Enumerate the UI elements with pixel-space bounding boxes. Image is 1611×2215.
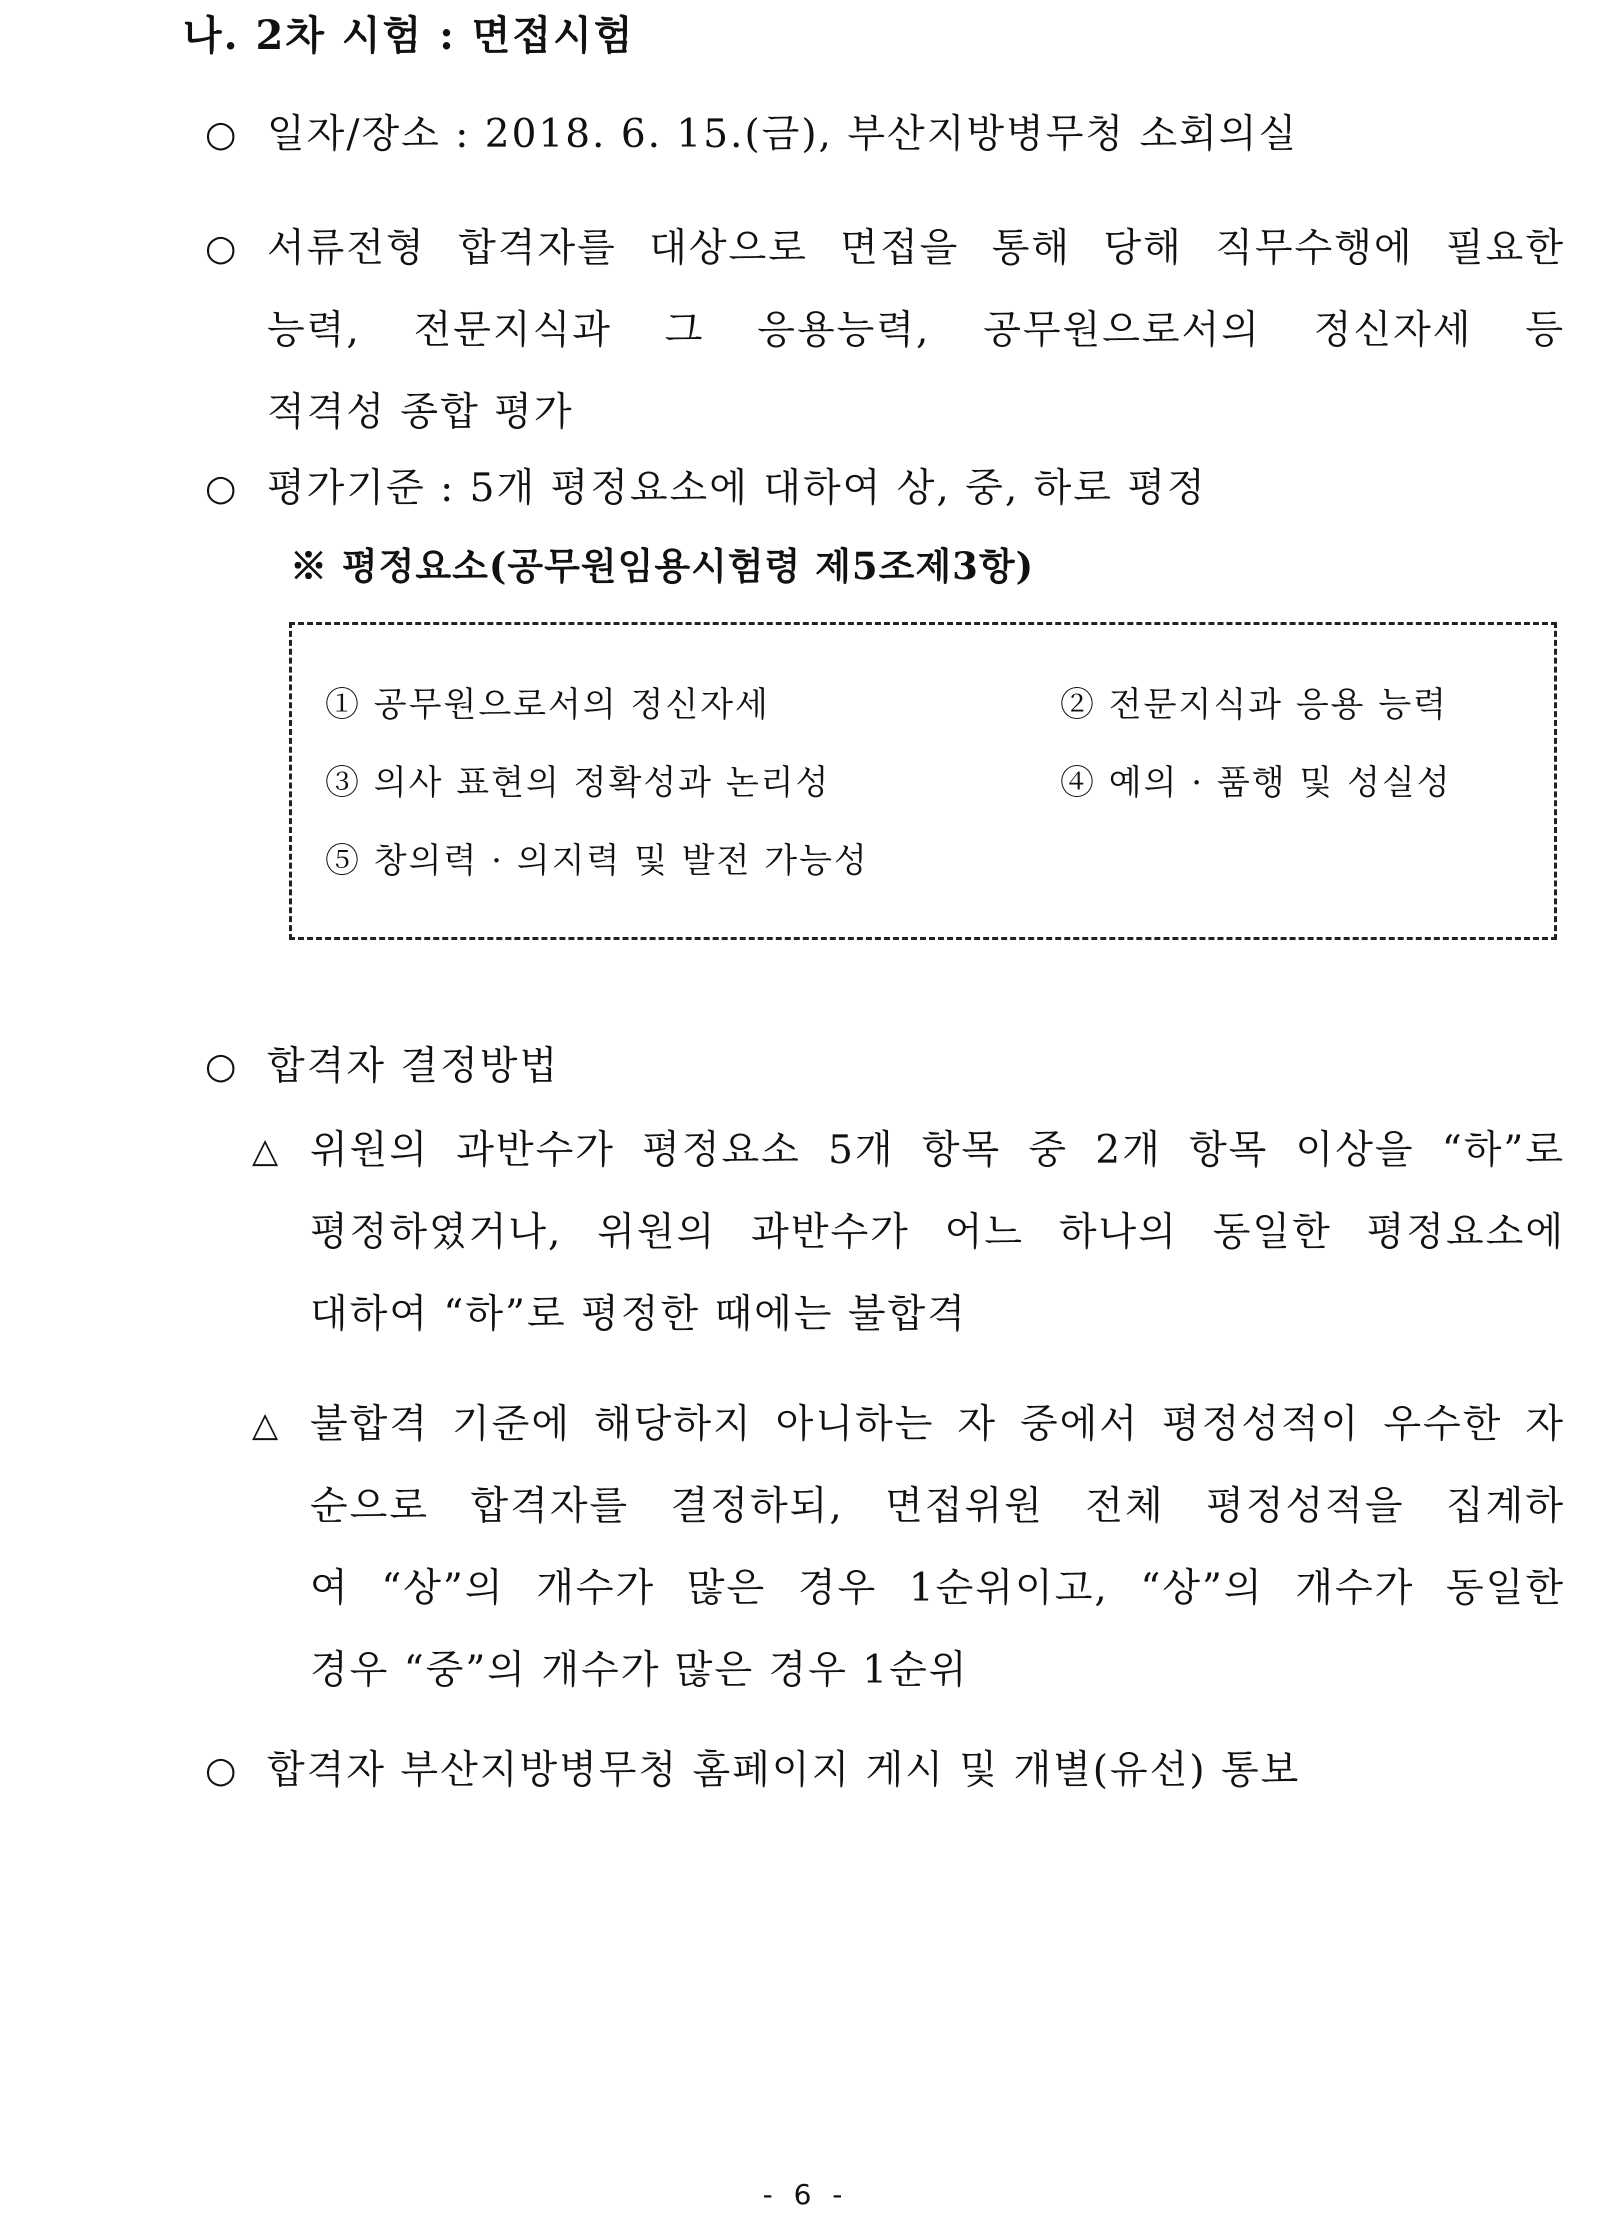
bullet-decision-title: [205, 1026, 1565, 1108]
element-item-1: ① 공무원으로서의 정신자세: [325, 685, 770, 725]
page-number: - 6 -: [762, 2178, 849, 2211]
rule2-line-1: 불합격 기준에 해당하지 아니하는 자 중에서 평정성적이 우수한 자: [310, 1402, 1565, 1447]
rule2-line-3: 여 “상”의 개수가 많은 경우 1순위이고, “상”의 개수가 동일한: [310, 1566, 1565, 1611]
rule1-line-1: 위원의 과반수가 평정요소 5개 항목 중 2개 항목 이상을 “하”로: [310, 1128, 1565, 1173]
purpose-line-2: 능력, 전문지식과 그 응용능력, 공무원으로서의 정신자세 등: [267, 308, 1565, 353]
section-title: 나. 2차 시험 : 면접시험: [183, 12, 635, 59]
purpose-line-3: 적격성 종합 평가: [267, 390, 574, 435]
criteria-text: 평가기준 : 5개 평정요소에 대하여 상, 중, 하로 평정: [267, 466, 1207, 511]
evaluation-elements-note: ※ 평정요소(공무원임용시험령 제5조제3항): [290, 544, 1035, 588]
bullet-notice: [205, 1730, 1565, 1812]
bullet-purpose: [205, 208, 1565, 454]
evaluation-elements-box: [289, 622, 1557, 940]
triangle-bullet-icon: △: [252, 1405, 279, 1445]
bullet-criteria: [205, 448, 1565, 530]
circle-bullet-icon: ○: [205, 228, 237, 269]
circle-bullet-icon: ○: [205, 114, 237, 155]
rule2-line-4: 경우 “중”의 개수가 많은 경우 1순위: [310, 1648, 969, 1693]
circle-bullet-icon: ○: [205, 1046, 237, 1087]
circle-bullet-icon: ○: [205, 468, 237, 509]
element-item-3: ③ 의사 표현의 정확성과 논리성: [325, 763, 831, 803]
decision-title-text: 합격자 결정방법: [267, 1044, 560, 1089]
triangle-bullet-icon: △: [252, 1131, 279, 1171]
rule1-line-2: 평정하였거나, 위원의 과반수가 어느 하나의 동일한 평정요소에: [310, 1210, 1565, 1255]
decision-rule-2: [252, 1384, 1565, 1712]
rule2-line-2: 순으로 합격자를 결정하되, 면접위원 전체 평정성적을 집계하: [310, 1484, 1565, 1529]
decision-rule-1: [252, 1110, 1565, 1356]
rule1-line-3: 대하여 “하”로 평정한 때에는 불합격: [310, 1292, 967, 1337]
purpose-line-1: 서류전형 합격자를 대상으로 면접을 통해 당해 직무수행에 필요한: [267, 226, 1565, 271]
schedule-text: 일자/장소 : 2018. 6. 15.(금), 부산지방병무청 소회의실: [267, 112, 1299, 157]
element-item-2: ② 전문지식과 응용 능력: [1060, 685, 1449, 725]
element-item-5: ⑤ 창의력 · 의지력 및 발전 가능성: [325, 841, 869, 881]
bullet-schedule: [205, 94, 1565, 176]
element-item-4: ④ 예의 · 품행 및 성실성: [1060, 763, 1452, 803]
circle-bullet-icon: ○: [205, 1750, 237, 1791]
notice-text: 합격자 부산지방병무청 홈페이지 게시 및 개별(유선) 통보: [267, 1748, 1301, 1793]
